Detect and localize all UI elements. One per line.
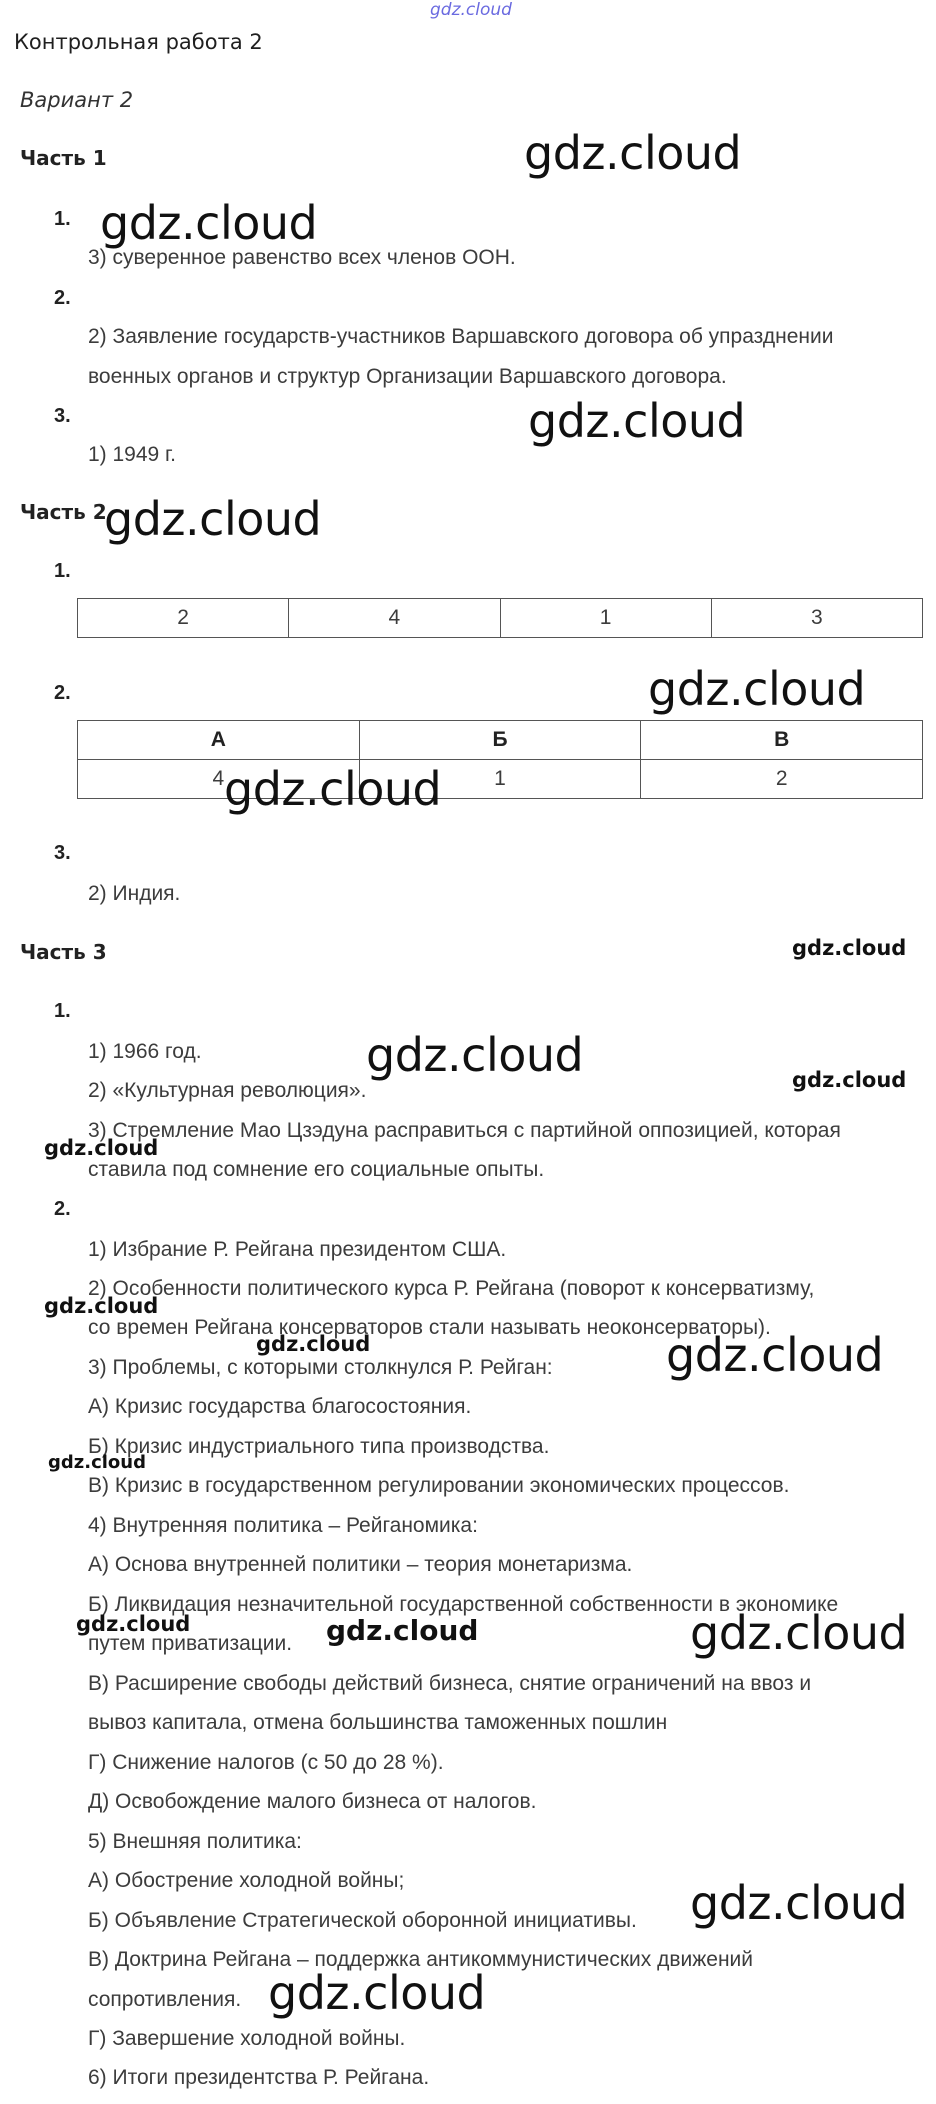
table-header-cell: Б bbox=[359, 721, 641, 760]
part3-q2-line: Д) Освобождение малого бизнеса от налогов. bbox=[88, 1790, 537, 1813]
table-cell: 2 bbox=[78, 599, 289, 638]
table-row bbox=[78, 599, 923, 638]
table-cell: 2 bbox=[641, 760, 923, 799]
watermark: gdz.cloud bbox=[792, 1068, 907, 1092]
part1-heading: Часть 1 bbox=[20, 146, 107, 170]
watermark: gdz.cloud bbox=[648, 662, 866, 716]
part2-q1-number: 1. bbox=[54, 560, 71, 582]
watermark: gdz.cloud bbox=[268, 1966, 486, 2020]
part3-q2-line: 1) Избрание Р. Рейгана президентом США. bbox=[88, 1238, 507, 1261]
part3-q2-line: путем приватизации. bbox=[88, 1632, 293, 1655]
part1-q3-number: 3. bbox=[54, 405, 71, 427]
part3-q2-line: вывоз капитала, отмена большинства таможенных пошлин bbox=[88, 1711, 668, 1734]
part1-q2-line2: военных органов и структур Организации Варшавского договора. bbox=[88, 365, 727, 388]
part3-q2-line: Б) Кризис индустриального типа производства. bbox=[88, 1435, 550, 1458]
part3-q2-line: Б) Ликвидация незначительной государственной собственности в экономике bbox=[88, 1593, 839, 1616]
part1-q2-number: 2. bbox=[54, 287, 71, 309]
part3-q2-line: А) Основа внутренней политики – теория монетаризма. bbox=[88, 1553, 633, 1576]
part3-q2-line: В) Кризис в государственном регулировании экономических процессов. bbox=[88, 1474, 790, 1497]
part2-q1-table bbox=[77, 598, 923, 638]
part3-q2-line: 3) Проблемы, с которыми столкнулся Р. Рейган: bbox=[88, 1356, 553, 1379]
watermark: gdz.cloud bbox=[690, 1876, 908, 1930]
page-title: Контрольная работа 2 bbox=[14, 30, 263, 54]
part3-q2-line: со времен Рейгана консерваторов стали называть неоконсерваторы). bbox=[88, 1316, 771, 1339]
header-watermark: gdz.cloud bbox=[430, 0, 512, 20]
part3-q1-line: 1) 1966 год. bbox=[88, 1040, 202, 1063]
table-cell: 1 bbox=[359, 760, 641, 799]
part3-q2-line: 4) Внутренняя политика – Рейганомика: bbox=[88, 1514, 478, 1537]
part3-q1-line: 2) «Культурная революция». bbox=[88, 1079, 367, 1102]
table-cell: 4 bbox=[78, 760, 360, 799]
watermark: gdz.cloud bbox=[104, 492, 322, 546]
part2-q2-table bbox=[77, 720, 923, 799]
part3-q1-line: 3) Стремление Мао Цзэдуна расправиться с партийной оппозицией, которая bbox=[88, 1119, 841, 1142]
part2-q2-number: 2. bbox=[54, 682, 71, 704]
part1-q1-number: 1. bbox=[54, 208, 71, 230]
part1-q1-answer: 3) суверенное равенство всех членов ООН. bbox=[88, 246, 516, 269]
watermark: gdz.cloud bbox=[666, 1328, 884, 1382]
table-header-cell: А bbox=[78, 721, 360, 760]
part3-q2-line: 6) Итоги президентства Р. Рейгана. bbox=[88, 2066, 430, 2089]
watermark: gdz.cloud bbox=[690, 1606, 908, 1660]
watermark: gdz.cloud bbox=[792, 936, 907, 960]
part3-q2-line: В) Доктрина Рейгана – поддержка антикоммунистических движений bbox=[88, 1948, 754, 1971]
part1-q2-line1: 2) Заявление государств-участников Варшавского договора об упразднении bbox=[88, 325, 834, 348]
table-cell: 3 bbox=[711, 599, 922, 638]
part3-q2-number: 2. bbox=[54, 1198, 71, 1220]
table-cell: 1 bbox=[500, 599, 711, 638]
part3-q2-line: Б) Объявление Стратегической оборонной инициативы. bbox=[88, 1909, 637, 1932]
watermark: gdz.cloud bbox=[256, 1332, 371, 1356]
part2-heading: Часть 2 bbox=[20, 500, 107, 524]
watermark: gdz.cloud bbox=[524, 126, 742, 180]
watermark: gdz.cloud bbox=[76, 1612, 191, 1636]
part3-q2-line: В) Расширение свободы действий бизнеса, снятие ограничений на ввоз и bbox=[88, 1672, 812, 1695]
watermark: gdz.cloud bbox=[48, 1452, 146, 1473]
part3-q2-line: А) Обострение холодной войны; bbox=[88, 1869, 405, 1892]
table-header-row bbox=[78, 721, 923, 760]
watermark: gdz.cloud bbox=[44, 1136, 159, 1160]
watermark: gdz.cloud bbox=[326, 1614, 479, 1647]
part3-q1-line: ставила под сомнение его социальные опыты. bbox=[88, 1158, 545, 1181]
watermark: gdz.cloud bbox=[528, 394, 746, 448]
part3-q2-line: сопротивления. bbox=[88, 1988, 242, 2011]
part3-q2-line: Г) Завершение холодной войны. bbox=[88, 2027, 406, 2050]
part3-q2-line: 5) Внешняя политика: bbox=[88, 1830, 302, 1853]
part3-q2-line: Г) Снижение налогов (с 50 до 28 %). bbox=[88, 1751, 444, 1774]
watermark: gdz.cloud bbox=[366, 1028, 584, 1082]
table-row bbox=[78, 760, 923, 799]
part3-heading: Часть 3 bbox=[20, 940, 107, 964]
part3-q2-line: А) Кризис государства благосостояния. bbox=[88, 1395, 472, 1418]
watermark: gdz.cloud bbox=[224, 762, 442, 816]
watermark: gdz.cloud bbox=[100, 196, 318, 250]
part2-q3-answer: 2) Индия. bbox=[88, 882, 181, 905]
part1-q3-answer: 1) 1949 г. bbox=[88, 443, 176, 466]
variant-label: Вариант 2 bbox=[20, 88, 134, 112]
watermark: gdz.cloud bbox=[44, 1294, 159, 1318]
part3-q1-number: 1. bbox=[54, 1000, 71, 1022]
part2-q3-number: 3. bbox=[54, 842, 71, 864]
table-cell: 4 bbox=[289, 599, 500, 638]
table-header-cell: В bbox=[641, 721, 923, 760]
part3-q2-line: 2) Особенности политического курса Р. Рейгана (поворот к консерватизму, bbox=[88, 1277, 815, 1300]
